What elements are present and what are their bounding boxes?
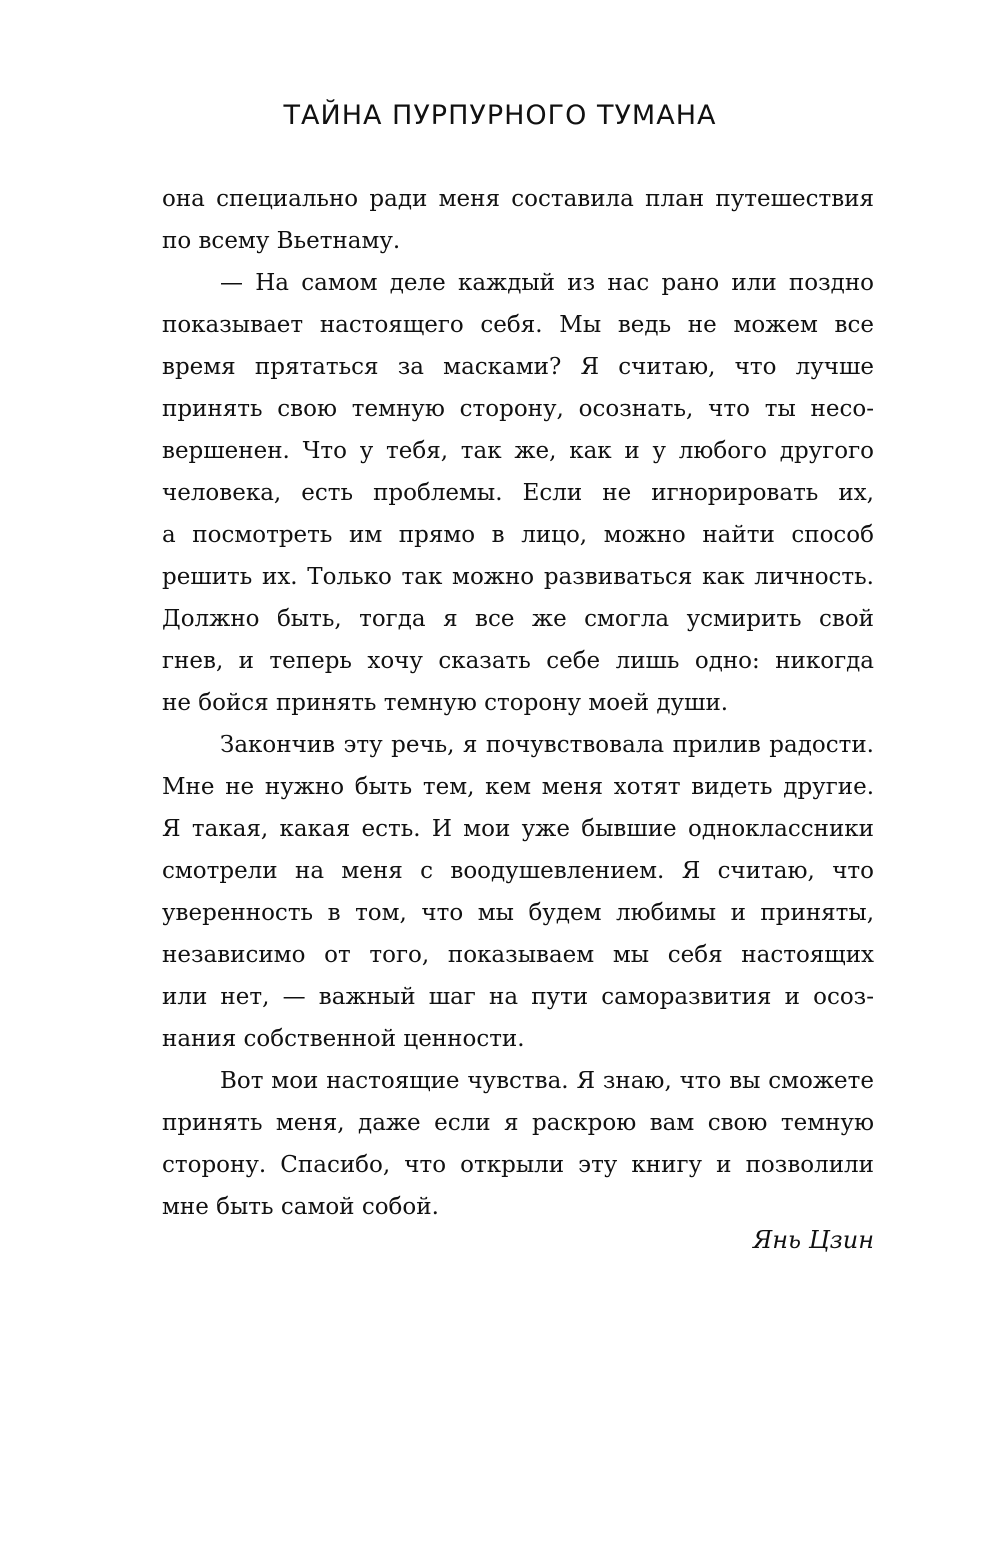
text-line: принять меня, даже если я раскрою вам свою темную — [162, 1110, 874, 1136]
text-line: гнев, и теперь хочу сказать себе лишь одно: никогда — [162, 648, 874, 674]
text-line: Закончив эту речь, я почувствовала прилив радости. — [220, 732, 874, 758]
text-line: Я такая, какая есть. И мои уже бывшие одноклассники — [162, 816, 874, 842]
text-line: не бойся принять темную сторону моей души. — [162, 690, 729, 716]
text-line: или нет, — важный шаг на пути саморазвития и осоз- — [162, 984, 874, 1010]
text-line: смотрели на меня с воодушевлением. Я считаю, что — [162, 858, 874, 884]
text-line: показывает настоящего себя. Мы ведь не можем все — [162, 312, 874, 338]
running-header: ТАЙНА ПУРПУРНОГО ТУМАНА — [283, 100, 717, 131]
text-line: Вот мои настоящие чувства. Я знаю, что вы сможете — [220, 1068, 874, 1094]
text-line: а посмотреть им прямо в лицо, можно найти способ — [162, 522, 874, 548]
body-text — [162, 178, 874, 1228]
text-line: нания собственной ценности. — [162, 1026, 525, 1052]
text-line: уверенность в том, что мы будем любимы и приняты, — [162, 900, 874, 926]
text-line: вершенен. Что у тебя, так же, как и у любого другого — [162, 438, 874, 464]
author-signature: Янь Цзин — [752, 1226, 874, 1254]
text-line: сторону. Спасибо, что открыли эту книгу и позволили — [162, 1152, 874, 1178]
text-line: независимо от того, показываем мы себя настоящих — [162, 942, 874, 968]
text-line: мне быть самой собой. — [162, 1194, 439, 1220]
text-line: Мне не нужно быть тем, кем меня хотят видеть другие. — [162, 774, 874, 800]
text-line: время прятаться за масками? Я считаю, что лучше — [162, 354, 874, 380]
text-line: решить их. Только так можно развиваться как личность. — [162, 564, 874, 590]
text-line: по всему Вьетнаму. — [162, 228, 401, 254]
text-line: — На самом деле каждый из нас рано или поздно — [220, 270, 874, 296]
text-line: принять свою темную сторону, осознать, что ты несо- — [162, 396, 874, 422]
text-line: она специально ради меня составила план путешествия — [162, 186, 874, 212]
text-line: Должно быть, тогда я все же смогла усмирить свой — [162, 606, 874, 632]
text-line: человека, есть проблемы. Если не игнорировать их, — [162, 480, 874, 506]
